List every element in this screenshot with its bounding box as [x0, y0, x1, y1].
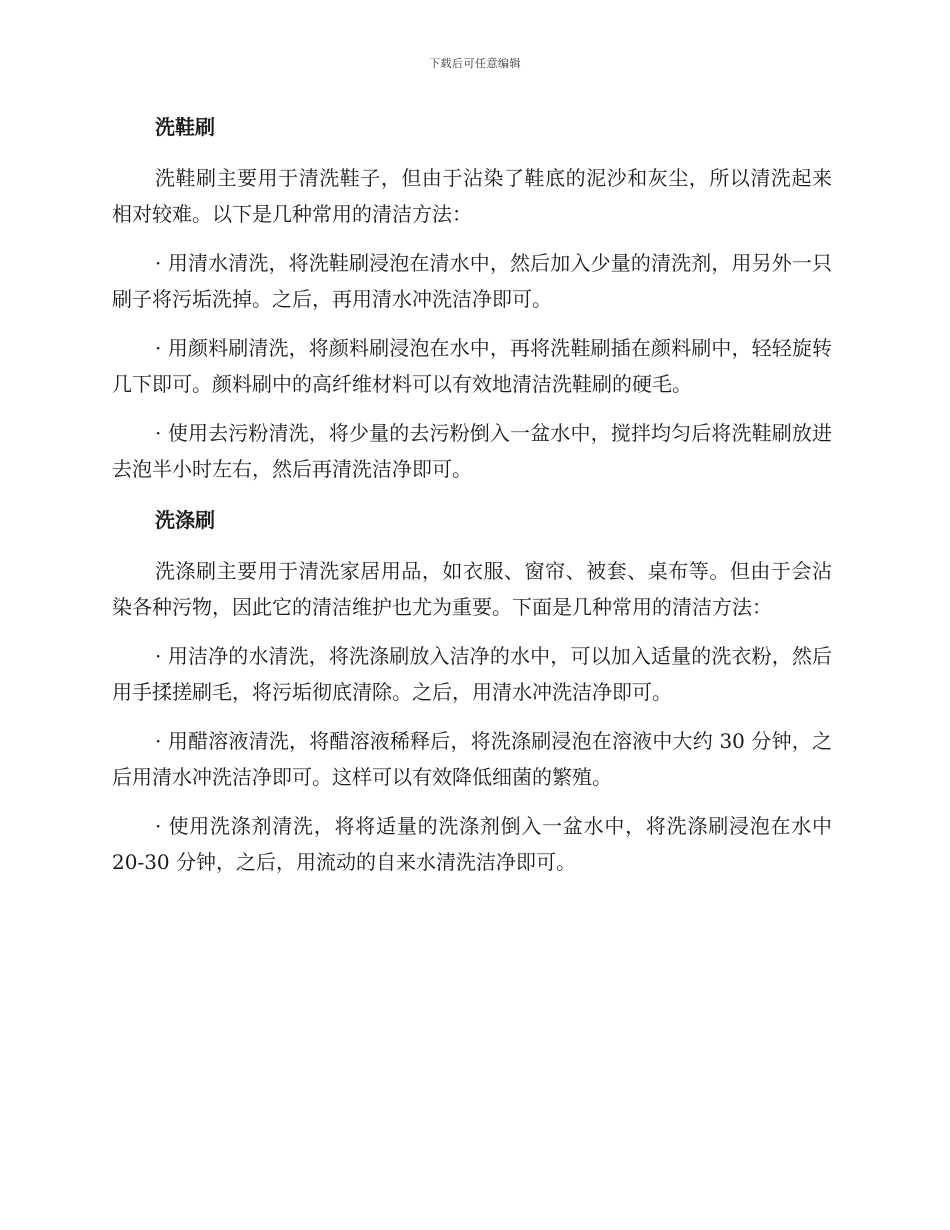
paragraph-bullet: · 用醋溶液清洗，将醋溶液稀释后，将洗涤刷浸泡在溶液中大约 30 分钟，之后用清水冲洗洁净即可。这样可以有效降低细菌的繁殖。: [112, 729, 832, 789]
paragraph-bullet: · 用洁净的水清洗，将洗涤刷放入洁净的水中，可以加入适量的洗衣粉，然后用手揉搓刷毛，将污垢彻底清除。之后，用清水冲洗洁净即可。: [112, 644, 832, 704]
paragraph-bullet: · 使用去污粉清洗，将少量的去污粉倒入一盆水中，搅拌均匀后将洗鞋刷放进去泡半小时左右，然后再清洗洁净即可。: [112, 421, 832, 481]
paragraph-bullet: · 用颜料刷清洗，将颜料刷浸泡在水中，再将洗鞋刷插在颜料刷中，轻轻旋转几下即可。颜料刷中的高纤维材料可以有效地清洁洗鞋刷的硬毛。: [112, 336, 832, 396]
paragraph-intro: 洗鞋刷主要用于清洗鞋子，但由于沾染了鞋底的泥沙和灰尘，所以清洗起来相对较难。以下是几种常用的清洁方法：: [112, 166, 832, 226]
document-body: [112, 107, 832, 880]
section-title-washing-brush: 洗涤刷: [155, 508, 215, 532]
paragraph-intro: 洗涤刷主要用于清洗家居用品，如衣服、窗帘、被套、桌布等。但由于会沾染各种污物，因此它的清洁维护也尤为重要。下面是几种常用的清洁方法：: [112, 559, 832, 619]
page-header-note: 下载后可任意编辑: [429, 57, 521, 70]
section-title-shoe-brush: 洗鞋刷: [155, 115, 215, 139]
paragraph-bullet: · 用清水清洗，将洗鞋刷浸泡在清水中，然后加入少量的清洗剂，用另外一只刷子将污垢洗掉。之后，再用清水冲洗洁净即可。: [112, 251, 832, 311]
paragraph-bullet: · 使用洗涤剂清洗，将将适量的洗涤剂倒入一盆水中，将洗涤刷浸泡在水中 20-30 分钟，之后，用流动的自来水清洗洁净即可。: [112, 814, 832, 874]
